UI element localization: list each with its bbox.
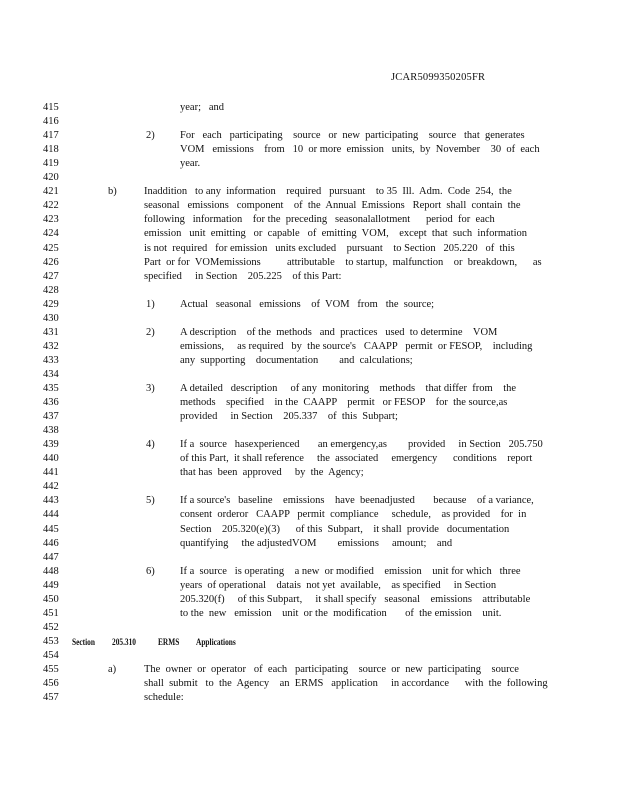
document-line — [0, 284, 618, 298]
document-line — [0, 312, 618, 326]
document-line — [0, 129, 618, 143]
line-text: If a source is operating a new or modified emission unit for which three — [180, 565, 521, 577]
list-marker: b) — [108, 186, 117, 198]
document-line — [0, 410, 618, 424]
list-marker: 3) — [146, 383, 155, 394]
document-header-code: JCAR5099350205FR — [391, 72, 486, 83]
line-number: 457 — [43, 692, 59, 704]
list-marker: 5) — [146, 495, 155, 507]
line-number: 415 — [43, 102, 59, 113]
line-number: 442 — [43, 481, 59, 493]
line-number: 448 — [43, 565, 59, 577]
line-number: 453 — [43, 635, 59, 647]
line-number: 418 — [43, 144, 59, 156]
line-number: 438 — [43, 425, 59, 437]
line-number: 443 — [43, 495, 59, 507]
section-heading-part: ERMS — [158, 636, 180, 647]
line-number: 426 — [43, 256, 59, 268]
line-text: that has been approved by the Agency; — [180, 467, 364, 479]
document-line — [0, 143, 618, 157]
document-line — [0, 382, 618, 396]
section-heading-part: Applications — [196, 636, 236, 647]
document-line — [0, 452, 618, 466]
document-line — [0, 101, 618, 115]
document-line — [0, 438, 618, 452]
document-line — [0, 663, 618, 677]
line-number: 445 — [43, 523, 59, 535]
line-number: 427 — [43, 270, 59, 282]
line-text: consent orderor CAAPP permit compliance schedule, as provided for in — [180, 509, 527, 521]
line-number: 422 — [43, 200, 59, 212]
line-number: 456 — [43, 678, 59, 690]
line-number: 450 — [43, 593, 59, 605]
document-line — [0, 185, 618, 199]
line-text: provided in Section 205.337 of this Subpart; — [180, 411, 398, 423]
document-line — [0, 635, 618, 649]
line-number: 425 — [43, 242, 59, 254]
document-line — [0, 340, 618, 354]
list-marker: 1) — [146, 298, 155, 310]
line-number: 437 — [43, 411, 59, 423]
document-line — [0, 579, 618, 593]
document-line — [0, 157, 618, 171]
line-text: any supporting documentation and calculations; — [180, 354, 413, 366]
line-number: 434 — [43, 368, 59, 380]
line-text: schedule: — [144, 692, 184, 704]
line-number: 419 — [43, 158, 59, 170]
line-text: following information for the preceding seasonalallotment period for each — [144, 214, 495, 226]
line-number: 441 — [43, 467, 59, 479]
line-text: If a source hasexperienced an emergency,as provided in Section 205.750 — [180, 439, 543, 451]
document-line — [0, 677, 618, 691]
line-number: 444 — [43, 509, 59, 521]
document-line — [0, 607, 618, 621]
document-line — [0, 593, 618, 607]
line-text: of this Part, it shall reference the associated emergency conditions report — [180, 453, 533, 465]
document-line — [0, 396, 618, 410]
line-text: Part or for VOMemissions attributable to startup, malfunction or breakdown, as — [144, 256, 542, 268]
document-line — [0, 199, 618, 213]
document-line — [0, 256, 618, 270]
line-number: 433 — [43, 354, 59, 366]
document-line — [0, 621, 618, 635]
line-number: 420 — [43, 172, 59, 184]
list-marker: a) — [108, 664, 117, 675]
document-line — [0, 213, 618, 227]
document-line — [0, 480, 618, 494]
line-number: 416 — [43, 116, 59, 128]
line-text: specified in Section 205.225 of this Part: — [144, 270, 342, 282]
line-number: 454 — [43, 649, 59, 661]
line-text: Section 205.320(e)(3) of this Subpart, it shall provide documentation — [180, 523, 510, 535]
document-line — [0, 242, 618, 256]
line-number: 447 — [43, 551, 59, 563]
document-line — [0, 227, 618, 241]
document-line — [0, 298, 618, 312]
line-number: 424 — [43, 228, 59, 240]
line-number: 430 — [43, 312, 59, 324]
line-number: 449 — [43, 579, 59, 591]
section-heading-part: Section — [72, 636, 95, 647]
line-number: 440 — [43, 453, 59, 465]
document-line — [0, 508, 618, 522]
document-line — [0, 649, 618, 663]
document-line — [0, 115, 618, 129]
document-line — [0, 551, 618, 565]
line-text: If a source's baseline emissions have beenadjusted because of a variance, — [180, 495, 534, 507]
line-number: 417 — [43, 130, 59, 142]
line-number: 421 — [43, 186, 59, 198]
line-text: 205.320(f) of this Subpart, it shall specify seasonal emissions attributable — [180, 593, 531, 605]
document-line — [0, 354, 618, 368]
line-number: 436 — [43, 397, 59, 409]
document-line — [0, 523, 618, 537]
line-text: Inaddition to any information required pursuant to 35 Ill. Adm. Code 254, the — [144, 186, 512, 198]
document-line — [0, 368, 618, 382]
line-number: 431 — [43, 326, 59, 338]
document-line — [0, 270, 618, 284]
line-number: 435 — [43, 383, 59, 394]
line-text: quantifying the adjustedVOM emissions amount; and — [180, 537, 453, 549]
line-number: 439 — [43, 439, 59, 451]
line-number: 423 — [43, 214, 59, 226]
section-heading-part: 205.310 — [112, 636, 136, 647]
line-number: 452 — [43, 621, 59, 633]
line-text: A detailed description of any monitoring methods that differ from the — [180, 383, 517, 394]
line-text: Actual seasonal emissions of VOM from the source; — [180, 298, 435, 310]
line-text: year. — [180, 158, 201, 170]
line-number: 432 — [43, 340, 59, 352]
line-text: year; and — [180, 102, 225, 113]
line-text: The owner or operator of each participating source or new participating source — [144, 664, 519, 675]
line-text: For each participating source or new participating source that generates — [180, 130, 525, 142]
list-marker: 2) — [146, 326, 155, 338]
line-number: 451 — [43, 607, 59, 619]
line-number: 428 — [43, 284, 59, 296]
line-text: methods specified in the CAAPP permit or FESOP for the source,as — [180, 397, 508, 409]
list-marker: 6) — [146, 565, 155, 577]
list-marker: 2) — [146, 130, 155, 142]
document-line — [0, 537, 618, 551]
line-text: emissions, as required by the source's CAAPP permit or FESOP, including — [180, 340, 533, 352]
line-text: years of operational datais not yet available, as specified in Section — [180, 579, 497, 591]
line-text: is not required for emission units excluded pursuant to Section 205.220 of this — [144, 242, 515, 254]
document-line — [0, 424, 618, 438]
document-line — [0, 326, 618, 340]
line-text: VOM emissions from 10 or more emission units, by November 30 of each — [180, 144, 540, 156]
document-line — [0, 565, 618, 579]
line-text: A description of the methods and practices used to determine VOM — [180, 326, 498, 338]
line-number: 455 — [43, 664, 59, 675]
line-text: shall submit to the Agency an ERMS application in accordance with the following — [144, 678, 548, 690]
document-line — [0, 494, 618, 508]
document-line — [0, 171, 618, 185]
line-number: 429 — [43, 298, 59, 310]
document-line — [0, 466, 618, 480]
line-text: to the new emission unit or the modification of the emission unit. — [180, 607, 502, 619]
line-text: seasonal emissions component of the Annual Emissions Report shall contain the — [144, 200, 521, 212]
document-line — [0, 691, 618, 705]
line-text: emission unit emitting or capable of emitting VOM, except that such information — [144, 228, 527, 240]
list-marker: 4) — [146, 439, 155, 451]
line-number: 446 — [43, 537, 59, 549]
